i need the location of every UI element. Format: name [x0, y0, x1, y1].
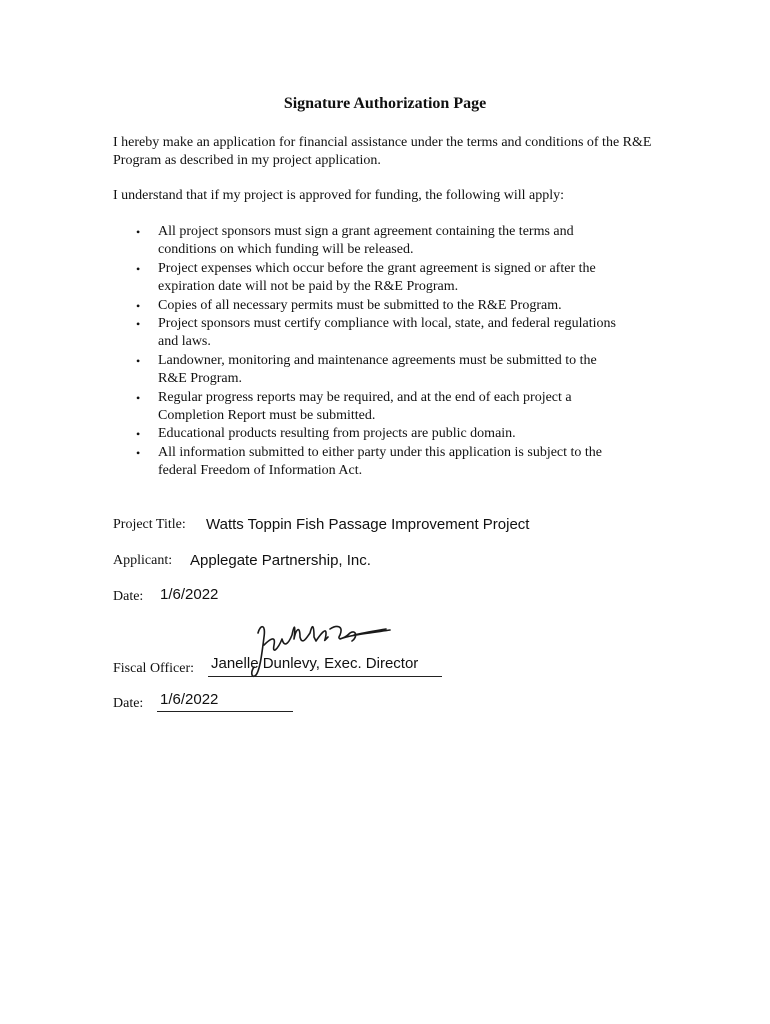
fiscal-officer-label: Fiscal Officer:	[113, 661, 194, 676]
date-field[interactable]: 1/6/2022	[160, 586, 219, 603]
fiscal-officer-underline	[208, 676, 442, 677]
applicant-label: Applicant:	[113, 553, 173, 568]
list-item: • All information submitted to either party under this application is subject to the federal Freedom of Information Act.	[136, 444, 603, 479]
intro-paragraph: I hereby make an application for financial assistance under the terms and conditions of the R&E Program as described in my project application.	[113, 135, 652, 168]
understand-paragraph: I understand that if my project is approved for funding, the following will apply:	[113, 188, 565, 203]
bullet-icon: •	[136, 390, 141, 405]
fiscal-officer-field[interactable]: Janelle Dunlevy, Exec. Director	[211, 655, 419, 672]
bullet-icon: •	[136, 261, 141, 276]
list-item: • Educational products resulting from projects are public domain.	[113, 425, 658, 443]
date2-field[interactable]: 1/6/2022	[160, 691, 219, 708]
bullet-icon: •	[136, 445, 141, 460]
list-item: • All project sponsors must sign a grant agreement containing the terms and conditions on which funding will be released.	[136, 224, 574, 258]
applicant-field[interactable]: Applegate Partnership, Inc.	[190, 552, 371, 569]
list-item: • Project expenses which occur before the grant agreement is signed or after the expiration date will not be paid by the R&E Program.	[136, 260, 596, 295]
bullet-icon: •	[136, 225, 141, 239]
list-item: • Landowner, monitoring and maintenance agreements must be submitted to the R&E Program.	[136, 352, 597, 387]
bullet-icon: •	[136, 298, 141, 313]
bullet-icon: •	[136, 427, 141, 442]
project-title-label: Project Title:	[113, 517, 186, 532]
bullet-icon: •	[136, 353, 141, 368]
date2-underline	[157, 711, 293, 712]
bullet-icon: •	[136, 317, 141, 332]
date-label: Date:	[113, 589, 144, 604]
list-item: • Copies of all necessary permits must be submitted to the R&E Program.	[113, 297, 658, 315]
conditions-list	[113, 223, 658, 481]
project-title-field[interactable]: Watts Toppin Fish Passage Improvement Project	[206, 516, 530, 533]
page-title: Signature Authorization Page	[283, 95, 487, 112]
list-item: • Regular progress reports may be required, and at the end of each project a Completion Report must be submitted.	[136, 389, 572, 424]
date2-label: Date:	[113, 696, 144, 711]
list-item: • Project sponsors must certify compliance with local, state, and federal regulations and laws.	[136, 316, 616, 350]
